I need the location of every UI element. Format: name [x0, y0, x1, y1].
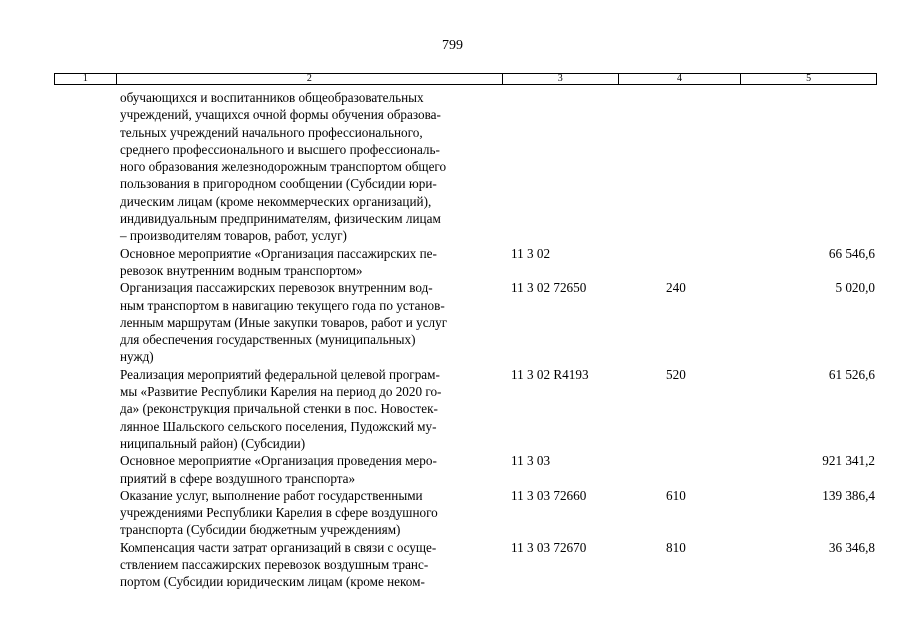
row-code: 11 3 02 72650: [511, 280, 587, 296]
row-sum: 5 020,0: [835, 280, 875, 296]
row-name-line: учреждениями Республики Карелия в сфере воздушного: [120, 505, 438, 521]
row-name: [120, 452, 508, 487]
row-name: [120, 539, 508, 591]
row-name-line: мы «Развитие Республики Карелия на период до 2020 го-: [120, 384, 442, 400]
table-row: [0, 89, 905, 245]
row-name-line: ствлением пассажирских перевозок воздушным транс-: [120, 557, 429, 573]
row-name-line: Компенсация части затрат организаций в связи с осуще-: [120, 539, 437, 555]
row-name-line: Оказание услуг, выполнение работ государственными: [120, 487, 423, 503]
table-row: [0, 245, 905, 280]
row-name-line: ленным маршрутам (Иные закупки товаров, работ и услуг: [120, 314, 448, 330]
row-name-line: Основное мероприятие «Организация пассажирских пе-: [120, 245, 437, 261]
column-header-2: 2: [117, 74, 503, 84]
row-code: 11 3 02 R4193: [511, 366, 589, 382]
row-name-line: ниципальный район) (Субсидии): [120, 435, 306, 451]
table-row: [0, 452, 905, 487]
column-header-5: 5: [806, 73, 812, 84]
column-header-3: 3: [503, 74, 619, 84]
page-number: 799: [442, 38, 463, 53]
row-name-line: пользования в пригородном сообщении (Субсидии юри-: [120, 176, 437, 192]
row-name-line: среднего профессионального и высшего профессиональ-: [120, 141, 440, 157]
column-header-1: 1: [55, 74, 117, 84]
row-sum: 66 546,6: [828, 245, 875, 261]
row-name-line: Реализация мероприятий федеральной целевой програм-: [120, 366, 440, 382]
row-expense-type: 520: [666, 366, 686, 382]
table-row: [0, 539, 905, 591]
row-name-line: индивидуальным предпринимателям, физическим лицам: [120, 211, 441, 227]
table-body: [0, 89, 905, 591]
row-name-line: тельных учреждений начального профессионального,: [120, 124, 423, 140]
row-name-line: для обеспечения государственных (муниципальных): [120, 332, 416, 348]
row-name-line: транспорта (Субсидии бюджетным учреждениям): [120, 522, 401, 538]
table-header-row: [54, 73, 877, 85]
row-name-line: Основное мероприятие «Организация проведения меро-: [120, 453, 437, 469]
row-name-line: портом (Субсидии юридическим лицам (кроме неком-: [120, 574, 425, 590]
table-row: [0, 487, 905, 539]
row-expense-type: 240: [666, 280, 686, 296]
row-name-line: дическим лицам (кроме некоммерческих организаций),: [120, 193, 432, 209]
row-name-line: обучающихся и воспитанников общеобразовательных: [120, 90, 424, 105]
row-name-line: – производителям товаров, работ, услуг): [120, 228, 347, 244]
row-expense-type: 810: [666, 539, 686, 555]
row-name-line: учреждений, учащихся очной формы обучения образова-: [120, 107, 441, 123]
row-code: 11 3 02: [511, 245, 551, 261]
row-code: 11 3 03 72670: [511, 539, 587, 555]
row-sum: 61 526,6: [828, 366, 875, 382]
row-name-line: приятий в сфере воздушного транспорта»: [120, 470, 356, 486]
row-name: [120, 487, 508, 539]
row-name: [120, 279, 508, 365]
row-name-line: ревозок внутренним водным транспортом»: [120, 262, 363, 278]
row-name-line: Организация пассажирских перевозок внутренним вод-: [120, 280, 433, 296]
row-sum: 36 346,8: [828, 539, 875, 555]
column-header-4: 4: [619, 74, 742, 84]
row-name-line: ного образования железнодорожным транспортом общего: [120, 159, 447, 175]
row-name: [120, 89, 508, 245]
row-name: [120, 245, 508, 280]
row-sum: 139 386,4: [822, 487, 875, 503]
row-name: [120, 366, 508, 452]
row-name-line: да» (реконструкция причальной стенки в пос. Новостек-: [120, 401, 438, 417]
row-expense-type: 610: [666, 487, 686, 503]
row-code: 11 3 03 72660: [511, 487, 587, 503]
row-name-line: нужд): [120, 349, 154, 365]
row-code: 11 3 03: [511, 453, 551, 469]
table-row: [0, 366, 905, 452]
row-name-line: ным транспортом в навигацию текущего года по установ-: [120, 297, 445, 313]
row-sum: 921 341,2: [822, 453, 875, 469]
table-row: [0, 279, 905, 365]
row-name-line: лянное Шальского сельского поселения, Пудожский му-: [120, 418, 437, 434]
